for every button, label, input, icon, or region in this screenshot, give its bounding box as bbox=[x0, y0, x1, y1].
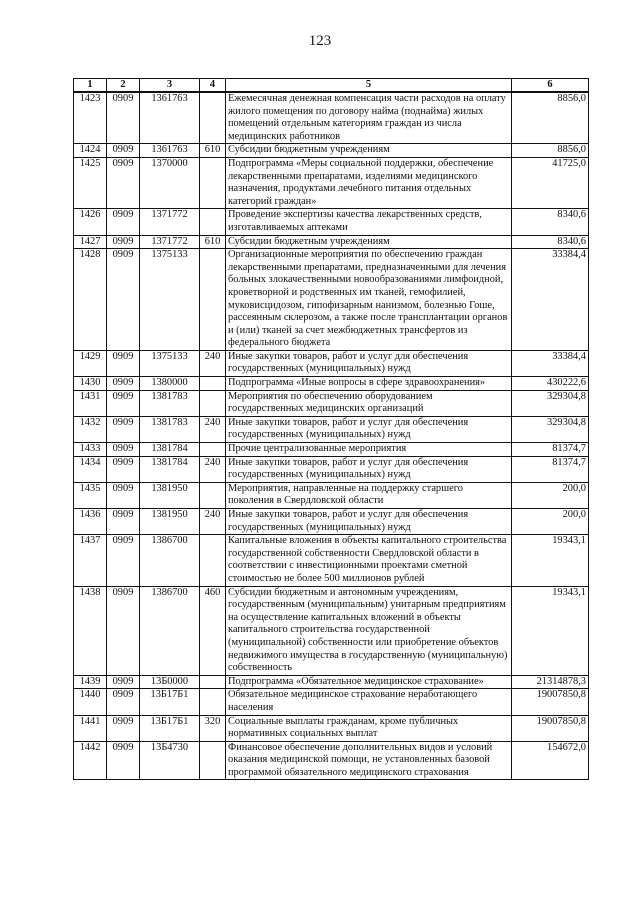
target-code-cell: 1370000 bbox=[140, 157, 200, 208]
section-code-cell: 0909 bbox=[107, 586, 140, 675]
table-row bbox=[74, 92, 589, 144]
description-cell: Подпрограмма «Меры социальной поддержки, обеспечение лекарственными препаратами, изделиями медицинского назначения, продуктами лечебного питания отдельных категорий граждан» bbox=[226, 157, 512, 208]
description-cell: Иные закупки товаров, работ и услуг для обеспечения государственных (муниципальных) нужд bbox=[226, 416, 512, 442]
target-code-cell: 1371772 bbox=[140, 209, 200, 235]
table-row bbox=[74, 377, 589, 391]
target-code-cell: 1381783 bbox=[140, 416, 200, 442]
table-row bbox=[74, 689, 589, 715]
table-row bbox=[74, 456, 589, 482]
expense-type-cell: 240 bbox=[200, 416, 226, 442]
table-body bbox=[74, 92, 589, 780]
section-code-cell: 0909 bbox=[107, 235, 140, 249]
page-number: 123 bbox=[308, 33, 332, 49]
section-code-cell: 0909 bbox=[107, 377, 140, 391]
amount-cell: 8856,0 bbox=[512, 144, 589, 158]
expense-type-cell: 610 bbox=[200, 144, 226, 158]
description-cell: Иные закупки товаров, работ и услуг для обеспечения государственных (муниципальных) нужд bbox=[226, 350, 512, 376]
target-code-cell: 1381950 bbox=[140, 509, 200, 535]
target-code-cell: 13Б0000 bbox=[140, 675, 200, 689]
amount-cell: 329304,8 bbox=[512, 390, 589, 416]
target-code-cell: 1386700 bbox=[140, 535, 200, 586]
target-code-cell: 1361763 bbox=[140, 144, 200, 158]
section-code-cell: 0909 bbox=[107, 482, 140, 508]
expense-type-cell bbox=[200, 482, 226, 508]
row-number-cell: 1427 bbox=[74, 235, 107, 249]
target-code-cell: 1381784 bbox=[140, 456, 200, 482]
target-code-cell: 13Б17Б1 bbox=[140, 715, 200, 741]
row-number-cell: 1423 bbox=[74, 92, 107, 144]
amount-cell: 19343,1 bbox=[512, 586, 589, 675]
section-code-cell: 0909 bbox=[107, 509, 140, 535]
description-cell: Субсидии бюджетным и автономным учреждениям, государственным (муниципальным) унитарным предприятиям на осуществление капитальных вложений в объекты капитального строительства государственной (муниципальной) собственности или приобретение объектов недвижимого имущества в государственную (муниципальную) собственность bbox=[226, 586, 512, 675]
target-code-cell: 1381783 bbox=[140, 390, 200, 416]
table-row bbox=[74, 715, 589, 741]
table-row bbox=[74, 675, 589, 689]
column-header-5: 5 bbox=[226, 79, 512, 93]
row-number-cell: 1439 bbox=[74, 675, 107, 689]
description-cell: Мероприятия по обеспечению оборудованием государственных медицинских организаций bbox=[226, 390, 512, 416]
row-number-cell: 1433 bbox=[74, 443, 107, 457]
expense-type-cell: 240 bbox=[200, 456, 226, 482]
row-number-cell: 1434 bbox=[74, 456, 107, 482]
description-cell: Иные закупки товаров, работ и услуг для обеспечения государственных (муниципальных) нужд bbox=[226, 509, 512, 535]
description-cell: Финансовое обеспечение дополнительных видов и условий оказания медицинской помощи, не установленных базовой программой обязательного медицинского страхования bbox=[226, 741, 512, 780]
row-number-cell: 1431 bbox=[74, 390, 107, 416]
section-code-cell: 0909 bbox=[107, 416, 140, 442]
row-number-cell: 1430 bbox=[74, 377, 107, 391]
description-cell: Подпрограмма «Иные вопросы в сфере здравоохранения» bbox=[226, 377, 512, 391]
description-cell: Обязательное медицинское страхование неработающего населения bbox=[226, 689, 512, 715]
section-code-cell: 0909 bbox=[107, 741, 140, 780]
description-cell: Субсидии бюджетным учреждениям bbox=[226, 235, 512, 249]
target-code-cell: 1381950 bbox=[140, 482, 200, 508]
expense-type-cell bbox=[200, 443, 226, 457]
section-code-cell: 0909 bbox=[107, 443, 140, 457]
expense-type-cell bbox=[200, 249, 226, 351]
section-code-cell: 0909 bbox=[107, 92, 140, 144]
table-row bbox=[74, 509, 589, 535]
expense-type-cell bbox=[200, 209, 226, 235]
expense-type-cell: 240 bbox=[200, 350, 226, 376]
column-header-1: 1 bbox=[74, 79, 107, 93]
row-number-cell: 1442 bbox=[74, 741, 107, 780]
section-code-cell: 0909 bbox=[107, 249, 140, 351]
target-code-cell: 1375133 bbox=[140, 249, 200, 351]
target-code-cell: 1381784 bbox=[140, 443, 200, 457]
target-code-cell: 1375133 bbox=[140, 350, 200, 376]
amount-cell: 8340,6 bbox=[512, 235, 589, 249]
table-row bbox=[74, 416, 589, 442]
description-cell: Мероприятия, направленные на поддержку старшего поколения в Свердловской области bbox=[226, 482, 512, 508]
table-row bbox=[74, 157, 589, 208]
budget-table bbox=[73, 78, 589, 780]
section-code-cell: 0909 bbox=[107, 689, 140, 715]
table-row bbox=[74, 741, 589, 780]
table-header-row bbox=[74, 79, 589, 93]
row-number-cell: 1425 bbox=[74, 157, 107, 208]
description-cell: Проведение экспертизы качества лекарственных средств, изготавливаемых аптеками bbox=[226, 209, 512, 235]
column-header-3: 3 bbox=[140, 79, 200, 93]
expense-type-cell bbox=[200, 675, 226, 689]
section-code-cell: 0909 bbox=[107, 209, 140, 235]
row-number-cell: 1438 bbox=[74, 586, 107, 675]
amount-cell: 41725,0 bbox=[512, 157, 589, 208]
row-number-cell: 1435 bbox=[74, 482, 107, 508]
row-number-cell: 1436 bbox=[74, 509, 107, 535]
expense-type-cell bbox=[200, 390, 226, 416]
description-cell: Прочие централизованные мероприятия bbox=[226, 443, 512, 457]
table-row bbox=[74, 209, 589, 235]
expense-type-cell bbox=[200, 157, 226, 208]
expense-type-cell: 460 bbox=[200, 586, 226, 675]
row-number-cell: 1441 bbox=[74, 715, 107, 741]
expense-type-cell: 610 bbox=[200, 235, 226, 249]
row-number-cell: 1428 bbox=[74, 249, 107, 351]
column-header-2: 2 bbox=[107, 79, 140, 93]
amount-cell: 200,0 bbox=[512, 482, 589, 508]
row-number-cell: 1426 bbox=[74, 209, 107, 235]
table-row bbox=[74, 235, 589, 249]
amount-cell: 19007850,8 bbox=[512, 715, 589, 741]
description-cell: Иные закупки товаров, работ и услуг для обеспечения государственных (муниципальных) нужд bbox=[226, 456, 512, 482]
amount-cell: 33384,4 bbox=[512, 350, 589, 376]
target-code-cell: 13Б17Б1 bbox=[140, 689, 200, 715]
expense-type-cell bbox=[200, 689, 226, 715]
description-cell: Ежемесячная денежная компенсация части расходов на оплату жилого помещения по договору найма (поднайма) жилых помещений отдельным категориям граждан из числа медицинских работников bbox=[226, 92, 512, 144]
row-number-cell: 1432 bbox=[74, 416, 107, 442]
amount-cell: 33384,4 bbox=[512, 249, 589, 351]
amount-cell: 154672,0 bbox=[512, 741, 589, 780]
table-row bbox=[74, 249, 589, 351]
section-code-cell: 0909 bbox=[107, 390, 140, 416]
section-code-cell: 0909 bbox=[107, 675, 140, 689]
expense-type-cell bbox=[200, 92, 226, 144]
expense-type-cell bbox=[200, 377, 226, 391]
amount-cell: 81374,7 bbox=[512, 443, 589, 457]
description-cell: Организационные мероприятия по обеспечению граждан лекарственными препаратами, предназначенными для лечения больных злокачественными новообразованиями лимфоидной, кроветворной и родственных им тканей, гемофилией, муковисцидозом, гипофизарным нанизмом, болезнью Гоше, рассеянным склерозом, а также после трансплантации органов и (или) тканей за счет межбюджетных трансфертов из федерального бюджета bbox=[226, 249, 512, 351]
section-code-cell: 0909 bbox=[107, 456, 140, 482]
section-code-cell: 0909 bbox=[107, 144, 140, 158]
column-header-6: 6 bbox=[512, 79, 589, 93]
amount-cell: 430222,6 bbox=[512, 377, 589, 391]
section-code-cell: 0909 bbox=[107, 157, 140, 208]
expense-type-cell: 320 bbox=[200, 715, 226, 741]
expense-type-cell: 240 bbox=[200, 509, 226, 535]
row-number-cell: 1424 bbox=[74, 144, 107, 158]
row-number-cell: 1440 bbox=[74, 689, 107, 715]
target-code-cell: 1380000 bbox=[140, 377, 200, 391]
table-row bbox=[74, 586, 589, 675]
table-row bbox=[74, 443, 589, 457]
target-code-cell: 1371772 bbox=[140, 235, 200, 249]
amount-cell: 200,0 bbox=[512, 509, 589, 535]
amount-cell: 19007850,8 bbox=[512, 689, 589, 715]
amount-cell: 21314878,3 bbox=[512, 675, 589, 689]
description-cell: Подпрограмма «Обязательное медицинское страхование» bbox=[226, 675, 512, 689]
amount-cell: 329304,8 bbox=[512, 416, 589, 442]
table-row bbox=[74, 350, 589, 376]
amount-cell: 81374,7 bbox=[512, 456, 589, 482]
expense-type-cell bbox=[200, 741, 226, 780]
description-cell: Капитальные вложения в объекты капитального строительства государственной собственности Свердловской области в соответствии с инвестиционными проектами сметной стоимостью не более 500 миллионов рублей bbox=[226, 535, 512, 586]
table-row bbox=[74, 390, 589, 416]
description-cell: Субсидии бюджетным учреждениям bbox=[226, 144, 512, 158]
target-code-cell: 1386700 bbox=[140, 586, 200, 675]
description-cell: Социальные выплаты гражданам, кроме публичных нормативных социальных выплат bbox=[226, 715, 512, 741]
row-number-cell: 1429 bbox=[74, 350, 107, 376]
table-row bbox=[74, 144, 589, 158]
amount-cell: 19343,1 bbox=[512, 535, 589, 586]
expense-type-cell bbox=[200, 535, 226, 586]
row-number-cell: 1437 bbox=[74, 535, 107, 586]
section-code-cell: 0909 bbox=[107, 715, 140, 741]
amount-cell: 8856,0 bbox=[512, 92, 589, 144]
table-row bbox=[74, 482, 589, 508]
section-code-cell: 0909 bbox=[107, 535, 140, 586]
amount-cell: 8340,6 bbox=[512, 209, 589, 235]
target-code-cell: 13Б4730 bbox=[140, 741, 200, 780]
target-code-cell: 1361763 bbox=[140, 92, 200, 144]
table-row bbox=[74, 535, 589, 586]
section-code-cell: 0909 bbox=[107, 350, 140, 376]
column-header-4: 4 bbox=[200, 79, 226, 93]
